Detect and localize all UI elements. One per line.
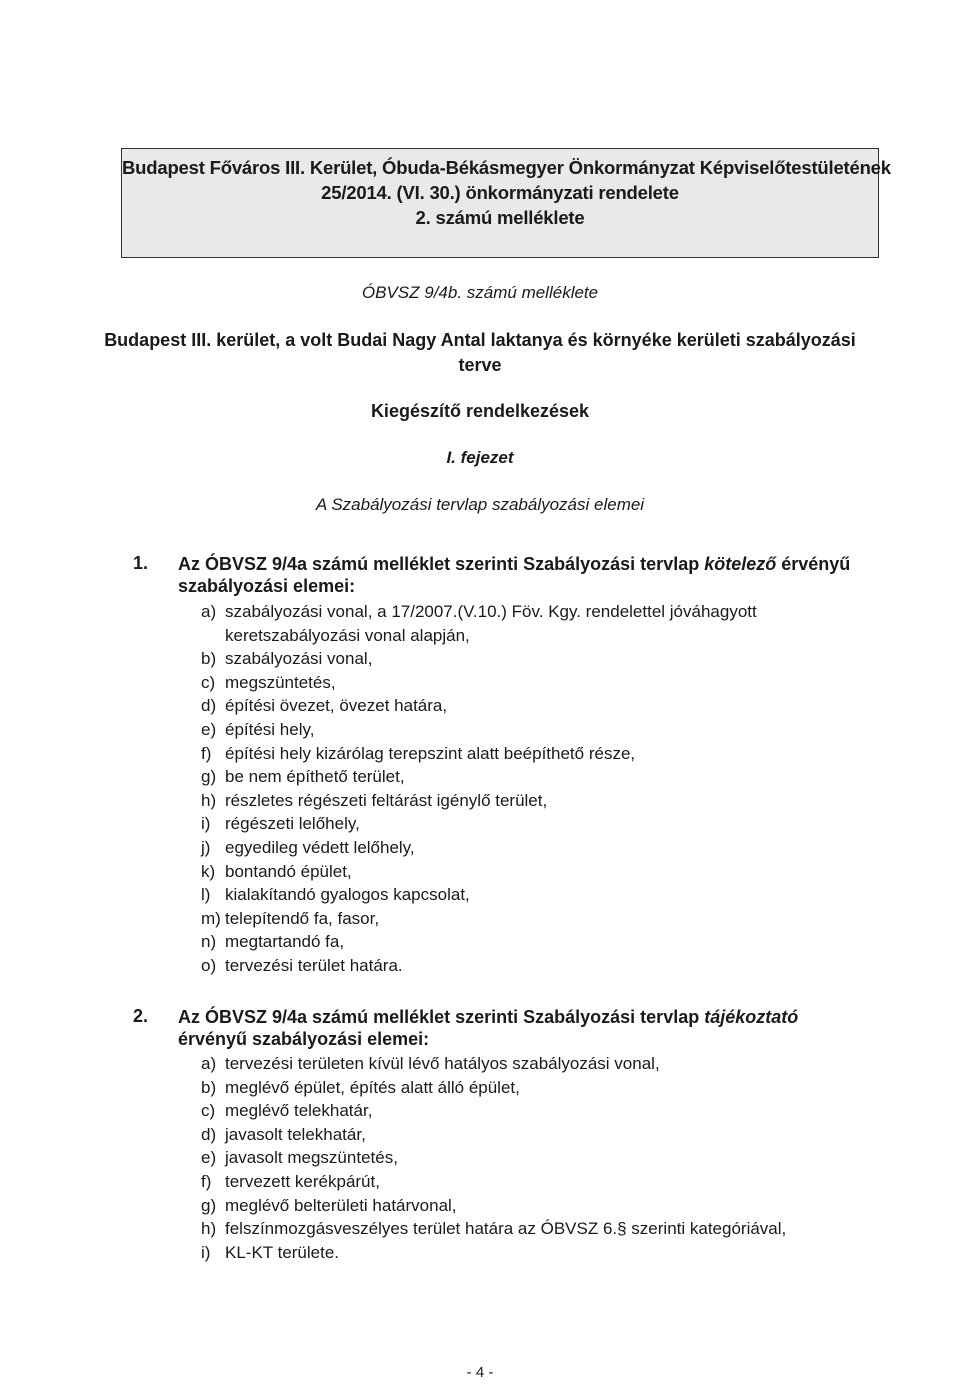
section-1-heading-emphasis: kötelező bbox=[704, 554, 777, 574]
list-item bbox=[201, 1170, 871, 1194]
section-2-number: 2. bbox=[133, 1006, 149, 1026]
header-line-2: 25/2014. (VI. 30.) önkormányzati rendelete bbox=[321, 182, 679, 203]
item-letter: h) bbox=[201, 790, 217, 810]
list-item bbox=[201, 765, 871, 789]
item-text: tervezési területen kívül lévő hatályos szabályozási vonal, bbox=[225, 1054, 660, 1073]
item-text: tervezési terület határa. bbox=[225, 955, 403, 975]
list-item bbox=[201, 1076, 871, 1100]
item-text: be nem építhető terület, bbox=[225, 767, 405, 787]
list-item bbox=[201, 1146, 871, 1170]
item-text: felszínmozgásveszélyes terület határa az ÓBVSZ 6.§ szerinti kategóriával, bbox=[225, 1219, 787, 1239]
item-text: javasolt megszüntetés, bbox=[225, 1148, 398, 1168]
item-letter: a) bbox=[201, 602, 217, 621]
item-text: régészeti lelőhely, bbox=[225, 814, 360, 834]
section-1-heading bbox=[178, 553, 868, 597]
list-item bbox=[201, 1099, 871, 1123]
item-letter: m) bbox=[201, 908, 221, 928]
section-2-heading bbox=[178, 1006, 868, 1050]
list-item bbox=[201, 836, 871, 860]
list-item bbox=[201, 812, 871, 836]
list-item bbox=[201, 1052, 871, 1076]
item-letter: n) bbox=[201, 932, 217, 952]
list-item bbox=[201, 671, 871, 695]
item-text: meglévő épület, építés alatt álló épület, bbox=[225, 1077, 520, 1097]
item-letter: k) bbox=[201, 861, 216, 881]
item-letter: h) bbox=[201, 1219, 217, 1239]
item-letter: e) bbox=[201, 719, 217, 739]
item-text: építési övezet, övezet határa, bbox=[225, 696, 448, 716]
section-2-heading-text: Az ÓBVSZ 9/4a számú melléklet szerinti Szabályozási tervlap bbox=[178, 1007, 705, 1027]
item-letter: i) bbox=[201, 814, 211, 834]
item-letter: g) bbox=[201, 1195, 217, 1215]
item-letter: l) bbox=[201, 885, 211, 905]
item-letter: i) bbox=[201, 1242, 211, 1262]
item-text: szabályozási vonal, a 17/2007.(V.10.) Föv. Kgy. rendelettel jóváhagyott keretszabályozási vonal alapján, bbox=[225, 602, 757, 645]
item-text: részletes régészeti feltárást igénylő terület, bbox=[225, 790, 548, 810]
item-letter: d) bbox=[201, 1124, 217, 1144]
list-item bbox=[201, 718, 871, 742]
item-letter: g) bbox=[201, 767, 217, 787]
item-letter: j) bbox=[201, 837, 211, 857]
list-item bbox=[201, 742, 871, 766]
item-text: bontandó épület, bbox=[225, 861, 352, 881]
list-item bbox=[201, 860, 871, 884]
main-title-line-1: Budapest III. kerület, a volt Budai Nagy Antal laktanya és környéke kerületi szabályozási bbox=[104, 330, 856, 350]
page-number: - 4 - bbox=[466, 1364, 494, 1381]
main-title-line-2: terve bbox=[458, 355, 502, 375]
item-text: meglévő telekhatár, bbox=[225, 1101, 373, 1121]
section-1-heading-text: Az ÓBVSZ 9/4a számú melléklet szerinti Szabályozási tervlap bbox=[178, 554, 705, 574]
section-2-heading-tail: érvényű szabályozási elemei: bbox=[178, 1029, 430, 1049]
item-text: kialakítandó gyalogos kapcsolat, bbox=[225, 885, 470, 905]
item-text: megszüntetés, bbox=[225, 672, 336, 692]
header-line-1: Budapest Főváros III. Kerület, Óbuda-Békásmegyer Önkormányzat Képviselőtestületének bbox=[122, 157, 891, 178]
section-2-list bbox=[201, 1052, 871, 1264]
chapter-number: I. fejezet bbox=[446, 448, 514, 467]
section-1-list bbox=[201, 600, 871, 978]
header-box bbox=[121, 148, 891, 258]
item-letter: d) bbox=[201, 696, 217, 716]
list-item bbox=[201, 907, 871, 931]
list-item bbox=[201, 694, 871, 718]
item-text: megtartandó fa, bbox=[225, 932, 345, 952]
item-text: tervezett kerékpárút, bbox=[225, 1171, 380, 1191]
list-item bbox=[201, 647, 871, 671]
list-item bbox=[201, 954, 871, 978]
item-text: meglévő belterületi határvonal, bbox=[225, 1195, 457, 1215]
item-text: építési hely, bbox=[225, 719, 315, 739]
section-1-heading-tail: érvényű szabályozási elemei: bbox=[178, 554, 851, 596]
item-text: KL-KT területe. bbox=[225, 1242, 340, 1262]
section-1-number: 1. bbox=[133, 553, 149, 573]
item-letter: b) bbox=[201, 649, 217, 669]
chapter-title: A Szabályozási tervlap szabályozási elemei bbox=[315, 495, 645, 514]
subtitle: Kiegészítő rendelkezések bbox=[370, 401, 590, 421]
list-item bbox=[201, 930, 871, 954]
item-letter: e) bbox=[201, 1148, 217, 1168]
item-letter: c) bbox=[201, 1101, 216, 1121]
item-letter: c) bbox=[201, 672, 216, 692]
item-letter: b) bbox=[201, 1077, 217, 1097]
item-text: telepítendő fa, fasor, bbox=[225, 908, 380, 928]
section-2-heading-emphasis: tájékoztató bbox=[704, 1007, 799, 1027]
list-item bbox=[201, 600, 871, 647]
list-item bbox=[201, 1123, 871, 1147]
list-item bbox=[201, 1241, 871, 1265]
item-letter: f) bbox=[201, 743, 212, 763]
item-text: egyedileg védett lelőhely, bbox=[225, 837, 415, 857]
list-item bbox=[201, 789, 871, 813]
annex-label: ÓBVSZ 9/4b. számú melléklete bbox=[361, 283, 599, 302]
item-text: javasolt telekhatár, bbox=[225, 1124, 366, 1144]
list-item bbox=[201, 1217, 871, 1241]
list-item bbox=[201, 1194, 871, 1218]
item-text: szabályozási vonal, bbox=[225, 649, 373, 669]
list-item bbox=[201, 883, 871, 907]
header-line-3: 2. számú melléklete bbox=[415, 207, 585, 228]
item-letter: f) bbox=[201, 1171, 212, 1191]
item-letter: o) bbox=[201, 955, 217, 975]
item-text: építési hely kizárólag terepszint alatt beépíthető része, bbox=[225, 743, 636, 763]
item-letter: a) bbox=[201, 1054, 217, 1073]
